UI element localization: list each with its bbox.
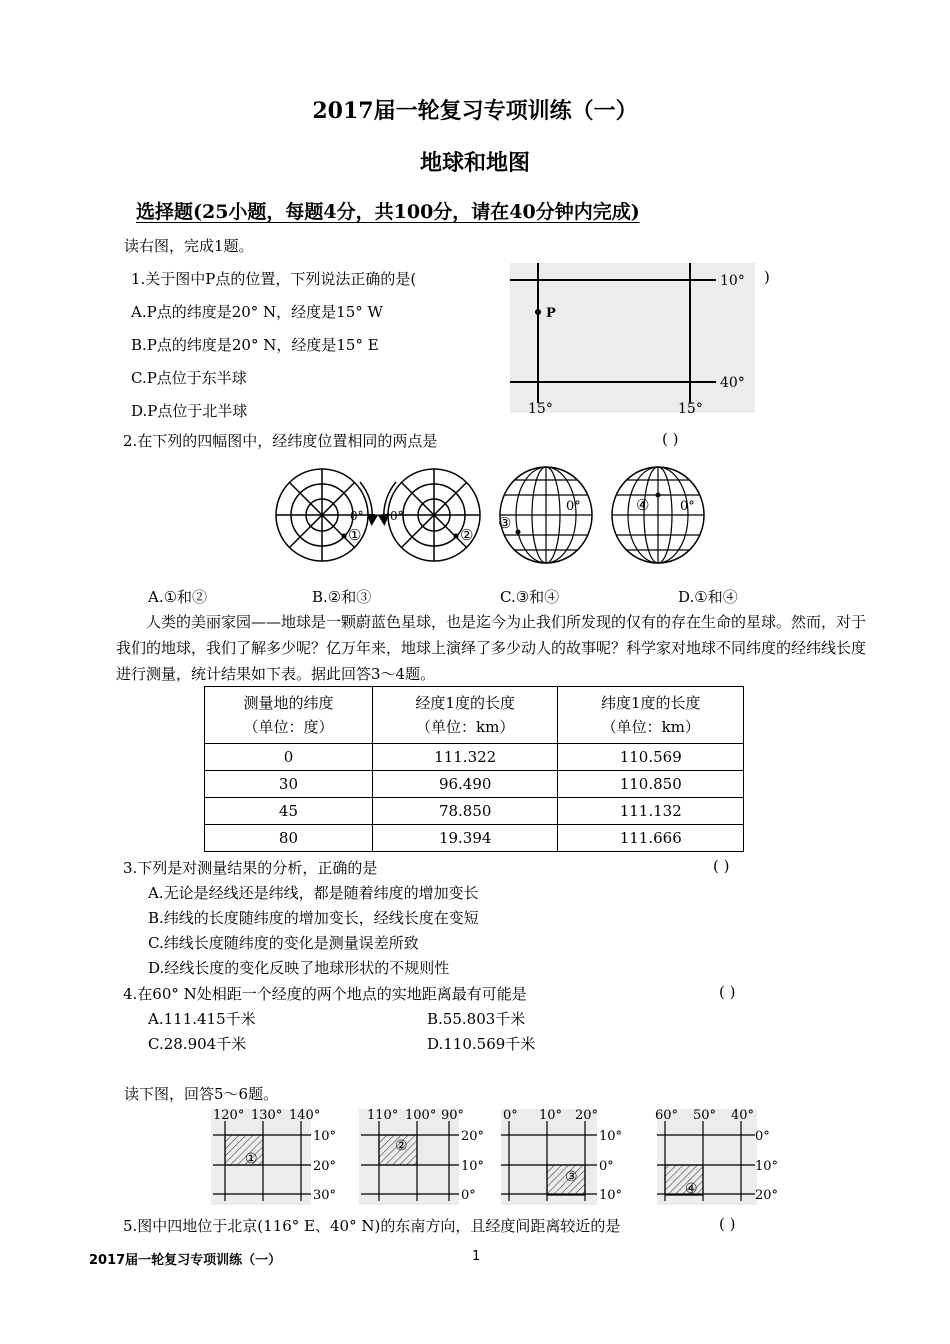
polar-map-2 bbox=[384, 469, 480, 561]
page-number: 1 bbox=[472, 1249, 481, 1264]
table-row bbox=[205, 771, 744, 798]
intro-q5: 读下图，回答5～6题。 bbox=[124, 1085, 279, 1103]
map2-lon-label: 110° bbox=[367, 1108, 399, 1123]
q3-answer-paren: ( ) bbox=[713, 857, 730, 875]
map2-region-marker: ② bbox=[395, 1138, 408, 1154]
q5-answer-paren: ( ) bbox=[719, 1215, 736, 1233]
q1-close-paren: ) bbox=[764, 268, 770, 286]
map3-lon-label: 20° bbox=[575, 1108, 599, 1123]
q3-option-c: C.纬线长度随纬度的变化是测量误差所致 bbox=[148, 934, 419, 952]
q1-option-d: D.P点位于北半球 bbox=[131, 402, 248, 420]
map2-lat-label: 20° bbox=[461, 1129, 485, 1144]
map3-marker: ③ bbox=[498, 514, 512, 532]
map2-lat-label: 10° bbox=[461, 1159, 485, 1174]
q1-option-c: C.P点位于东半球 bbox=[131, 369, 247, 387]
map4-lon-label: 60° bbox=[655, 1108, 679, 1123]
q1-figure bbox=[500, 258, 770, 423]
map1-lat-label: 20° bbox=[313, 1159, 337, 1174]
grid-map-1 bbox=[211, 1108, 336, 1205]
table-cell: 19.394 bbox=[372, 825, 558, 852]
fig1-lat-bottom: 40° bbox=[720, 375, 745, 391]
table-cell: 96.490 bbox=[372, 771, 558, 798]
q4-stem: 4.在60° N处相距一个经度的两个地点的实地距离最有可能是 bbox=[123, 985, 527, 1003]
map4-region-marker: ④ bbox=[685, 1181, 698, 1197]
map4-lon-label: 40° bbox=[731, 1108, 755, 1123]
q4-answer-paren: ( ) bbox=[719, 983, 736, 1001]
table-row bbox=[205, 825, 744, 852]
q2-figure bbox=[270, 460, 720, 575]
table-cell: 110.850 bbox=[558, 771, 744, 798]
table-header-cell: 纬度1度的长度 （单位：km） bbox=[558, 687, 744, 744]
map2-lat-label: 0° bbox=[461, 1188, 476, 1203]
passage bbox=[116, 609, 866, 687]
table-cell: 30 bbox=[205, 771, 373, 798]
footer-title: 2017届一轮复习专项训练（一） bbox=[89, 1253, 282, 1268]
q3-option-a: A.无论是经线还是纬线，都是随着纬度的增加变长 bbox=[148, 884, 479, 902]
q2-stem: 2.在下列的四幅图中，经纬度位置相同的两点是 bbox=[123, 432, 438, 450]
map1-region-marker: ① bbox=[245, 1151, 258, 1167]
table-cell: 45 bbox=[205, 798, 373, 825]
map4-marker: ④ bbox=[636, 496, 650, 514]
grid-map-2 bbox=[359, 1108, 484, 1205]
q3-stem: 3.下列是对测量结果的分析，正确的是 bbox=[123, 859, 378, 877]
q5-stem: 5.图中四地位于北京(116° E、40° N)的东南方向，且经度间距离较近的是 bbox=[123, 1217, 621, 1235]
fig1-background bbox=[510, 263, 755, 413]
table-cell: 80 bbox=[205, 825, 373, 852]
grid-map-4 bbox=[655, 1108, 778, 1205]
map4-lat-label: 10° bbox=[755, 1159, 779, 1174]
table-header-row bbox=[205, 687, 744, 744]
q1-option-a: A.P点的纬度是20° N，经度是15° W bbox=[131, 303, 383, 321]
polar-map-1 bbox=[276, 469, 372, 561]
map1-lat-label: 30° bbox=[313, 1188, 337, 1203]
map4-zero-label: 0° bbox=[680, 499, 695, 514]
map4-lat-label: 0° bbox=[755, 1129, 770, 1144]
map3-lat-label: 10° bbox=[599, 1188, 623, 1203]
table-cell: 78.850 bbox=[372, 798, 558, 825]
map3-zero-label: 0° bbox=[566, 499, 581, 514]
q2-option-a: A.①和② bbox=[148, 588, 208, 606]
map3-lon-label: 0° bbox=[503, 1108, 518, 1123]
map1-lat-label: 10° bbox=[313, 1129, 337, 1144]
q1-option-b: B.P点的纬度是20° N，经度是15° E bbox=[131, 336, 379, 354]
map4-lon-label: 50° bbox=[693, 1108, 717, 1123]
intro-q1: 读右图，完成1题。 bbox=[124, 237, 254, 255]
q2-answer-paren: ( ) bbox=[662, 430, 679, 448]
passage-text: 人类的美丽家园——地球是一颗蔚蓝色星球，也是迄今为止我们所发现的仅有的存在生命的星球。然而，对于我们的地球，我们了解多少呢？亿万年来，地球上演绎了多少动人的故事呢？科学家对地球不同纬度的经纬线长度进行测量，统计结果如下表。据此回答3～4题。 bbox=[116, 613, 867, 683]
map4-lat-label: 20° bbox=[755, 1188, 779, 1203]
table-cell: 111.132 bbox=[558, 798, 744, 825]
q3-option-b: B.纬线的长度随纬度的增加变长，经线长度在变短 bbox=[148, 909, 479, 927]
q4-option-b: B.55.803千米 bbox=[427, 1010, 526, 1028]
q3-option-d: D.经线长度的变化反映了地球形状的不规则性 bbox=[148, 959, 450, 977]
q1-stem: 1.关于图中P点的位置，下列说法正确的是( bbox=[131, 270, 417, 288]
q2-option-d: D.①和④ bbox=[678, 588, 738, 606]
table-cell: 0 bbox=[205, 744, 373, 771]
map3-lat-label: 10° bbox=[599, 1129, 623, 1144]
grid-map-3 bbox=[501, 1108, 622, 1205]
section-heading: 选择题(25小题，每题4分，共100分，请在40分钟内完成) bbox=[136, 201, 640, 223]
q2-option-c: C.③和④ bbox=[500, 588, 560, 606]
q4-option-c: C.28.904千米 bbox=[148, 1035, 247, 1053]
fig1-lon-right: 15° bbox=[678, 401, 703, 417]
q5-figure bbox=[205, 1105, 795, 1210]
table-header-cell: 测量地的纬度 （单位：度） bbox=[205, 687, 373, 744]
map1-marker: ① bbox=[348, 526, 362, 544]
page-subtitle: 地球和地图 bbox=[419, 150, 530, 176]
table-cell: 111.322 bbox=[372, 744, 558, 771]
fig1-point-p bbox=[535, 309, 541, 315]
table-cell: 110.569 bbox=[558, 744, 744, 771]
q4-option-a: A.111.415千米 bbox=[148, 1010, 256, 1028]
globe-map-3 bbox=[498, 467, 592, 563]
page-title: 2017届一轮复习专项训练（一） bbox=[312, 98, 638, 124]
fig1-lat-top: 10° bbox=[720, 273, 745, 289]
table-row bbox=[205, 798, 744, 825]
map2-lon-label: 100° bbox=[405, 1108, 437, 1123]
map2-zero-label: 0° bbox=[390, 509, 404, 523]
map2-lon-label: 90° bbox=[441, 1108, 465, 1123]
q2-option-b: B.②和③ bbox=[312, 588, 372, 606]
map1-zero-label: 0° bbox=[350, 509, 364, 523]
map3-lat-label: 0° bbox=[599, 1159, 614, 1174]
map1-lon-label: 120° bbox=[213, 1108, 245, 1123]
table-header-cell: 经度1度的长度 （单位：km） bbox=[372, 687, 558, 744]
fig1-p-label: P bbox=[546, 306, 556, 321]
map1-lon-label: 130° bbox=[251, 1108, 283, 1123]
fig1-lon-left: 15° bbox=[528, 401, 553, 417]
measurement-table bbox=[204, 686, 744, 852]
globe-map-4 bbox=[612, 467, 704, 563]
map3-lon-label: 10° bbox=[539, 1108, 563, 1123]
q4-option-d: D.110.569千米 bbox=[427, 1035, 536, 1053]
map1-lon-label: 140° bbox=[289, 1108, 321, 1123]
table-row bbox=[205, 744, 744, 771]
map3-region-marker: ③ bbox=[565, 1169, 578, 1185]
table-cell: 111.666 bbox=[558, 825, 744, 852]
map2-marker: ② bbox=[460, 526, 474, 544]
